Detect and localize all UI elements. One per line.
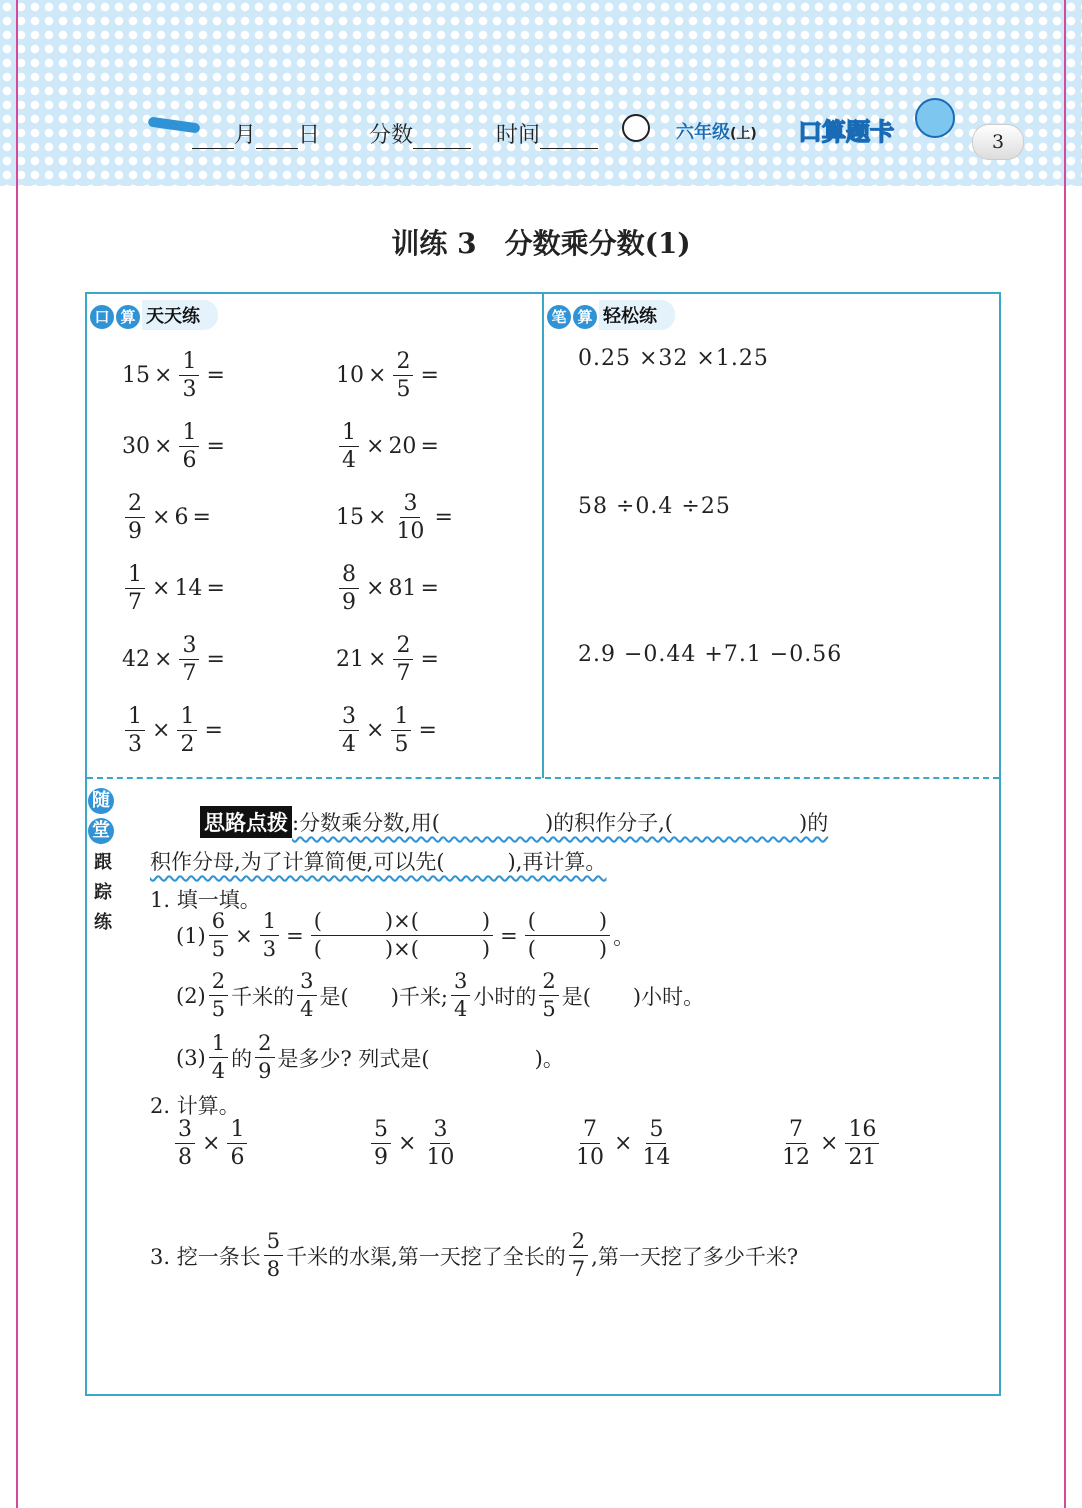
oral-item-2 bbox=[336, 348, 443, 403]
written-item-3: 2.9 −0.44 +7.1 −0.56 bbox=[578, 642, 843, 667]
numerator: 5 bbox=[264, 1228, 283, 1256]
times-sign: × bbox=[368, 363, 387, 388]
denominator: 7 bbox=[128, 590, 142, 615]
numerator: 1 bbox=[260, 908, 279, 936]
equals-sign: = bbox=[206, 647, 225, 672]
fraction bbox=[255, 1030, 274, 1085]
numerator: 3 bbox=[175, 1116, 195, 1144]
oral-item-5 bbox=[122, 490, 215, 545]
grade-text: 六年级 bbox=[676, 122, 730, 143]
fraction bbox=[209, 968, 228, 1023]
numerator: 5 bbox=[646, 1116, 666, 1144]
denominator: 4 bbox=[453, 997, 468, 1021]
month-label: 月 bbox=[234, 123, 257, 148]
denominator: 10 bbox=[576, 1145, 604, 1170]
denominator: 9 bbox=[128, 519, 142, 544]
equals-sign: = bbox=[206, 434, 225, 459]
oral-badge-text: 天天练 bbox=[142, 300, 218, 330]
numerator: 1 bbox=[179, 419, 199, 447]
numerator: 2 bbox=[125, 490, 145, 518]
numerator: 16 bbox=[845, 1116, 879, 1144]
denominator: 4 bbox=[342, 732, 356, 757]
oral-item-10 bbox=[336, 632, 443, 687]
denominator: 12 bbox=[782, 1145, 810, 1170]
numerator: 1 bbox=[339, 419, 359, 447]
side-tab-char: 随 bbox=[88, 788, 114, 814]
clock-icon bbox=[622, 114, 650, 142]
denominator: 3 bbox=[182, 377, 197, 402]
numerator: 3 bbox=[451, 968, 470, 996]
day-label: 日 bbox=[298, 123, 321, 148]
q1-2-text: 是( )千米; bbox=[319, 984, 448, 1009]
times-sign: × bbox=[820, 1131, 839, 1156]
denominator: 7 bbox=[182, 661, 197, 686]
hint-label: 思路点拨 bbox=[200, 806, 292, 838]
fraction bbox=[175, 1116, 195, 1171]
q1-1-prefix: (1) bbox=[176, 923, 206, 948]
fraction bbox=[423, 1116, 457, 1171]
fraction bbox=[227, 1116, 247, 1171]
numerator: 3 bbox=[400, 490, 420, 518]
hint-line-2 bbox=[150, 846, 606, 876]
oral-item-number: 6 bbox=[174, 505, 189, 530]
score-blank[interactable] bbox=[413, 148, 471, 149]
numerator: 1 bbox=[227, 1116, 247, 1144]
numerator: 1 bbox=[179, 348, 199, 376]
times-sign: × bbox=[398, 1131, 417, 1156]
denominator: 6 bbox=[230, 1145, 245, 1170]
grade-label bbox=[676, 118, 757, 144]
header-fields bbox=[150, 118, 598, 149]
denominator: ( ) bbox=[527, 937, 608, 961]
equals-sign: = bbox=[420, 576, 439, 601]
oral-item-number: 10 bbox=[336, 363, 364, 388]
oral-badge-circle-1: 口 bbox=[90, 305, 114, 329]
q1-2-text: 小时的 bbox=[473, 984, 537, 1009]
q3-text: ,第一天挖了多少千米? bbox=[591, 1244, 799, 1269]
oral-item-number: 14 bbox=[174, 576, 203, 601]
times-sign: × bbox=[154, 647, 173, 672]
numerator: 3 bbox=[179, 632, 199, 660]
hint-text-1: :分数乘分数,用( )的积作分子,( )的 bbox=[292, 811, 829, 835]
times-sign: × bbox=[614, 1131, 633, 1156]
fraction bbox=[179, 348, 199, 403]
denominator: 3 bbox=[262, 937, 277, 961]
numerator: 3 bbox=[430, 1116, 450, 1144]
q2-item-4 bbox=[776, 1116, 882, 1171]
q2-item-1 bbox=[172, 1116, 250, 1171]
fraction bbox=[393, 490, 427, 545]
score-label: 分数 bbox=[369, 123, 414, 148]
denominator: 5 bbox=[394, 732, 409, 757]
time-label: 时间 bbox=[496, 123, 541, 148]
denominator: 14 bbox=[642, 1145, 671, 1170]
written-badge-circle-2: 算 bbox=[573, 305, 597, 329]
oral-item-number: 42 bbox=[122, 647, 150, 672]
denominator: 4 bbox=[300, 997, 314, 1021]
fraction bbox=[339, 561, 359, 616]
page-title: 训练 3 分数乘分数(1) bbox=[391, 227, 691, 260]
month-blank[interactable] bbox=[192, 148, 234, 149]
oral-item-9 bbox=[122, 632, 229, 687]
equals-sign: = bbox=[500, 923, 518, 948]
equals-sign: = bbox=[420, 647, 439, 672]
equals-sign: = bbox=[420, 363, 439, 388]
times-sign: × bbox=[154, 363, 173, 388]
oral-item-number: 21 bbox=[336, 647, 364, 672]
denominator: 4 bbox=[342, 448, 356, 473]
numerator: 1 bbox=[209, 1030, 228, 1058]
header-band bbox=[0, 0, 1082, 186]
equals-sign: = bbox=[206, 363, 225, 388]
denominator: 7 bbox=[571, 1257, 586, 1281]
side-tab-char: 踪 bbox=[94, 882, 112, 903]
equals-sign: = bbox=[204, 718, 223, 743]
numerator: 2 bbox=[569, 1228, 588, 1256]
numerator: 2 bbox=[539, 968, 558, 996]
numerator: 1 bbox=[125, 561, 145, 589]
fraction bbox=[177, 703, 197, 758]
numerator: 7 bbox=[786, 1116, 806, 1144]
fraction bbox=[209, 1030, 228, 1085]
numerator: 1 bbox=[391, 703, 411, 731]
oral-item-7 bbox=[122, 561, 229, 616]
fraction bbox=[451, 968, 470, 1023]
times-sign: × bbox=[152, 576, 171, 601]
oral-item-number: 20 bbox=[388, 434, 417, 459]
numerator: 1 bbox=[177, 703, 197, 731]
fraction bbox=[569, 1228, 588, 1283]
q2-item-3 bbox=[570, 1116, 676, 1171]
q3-text: 3. 挖一条长 bbox=[150, 1244, 261, 1269]
numerator: 2 bbox=[209, 968, 228, 996]
times-sign: × bbox=[366, 576, 385, 601]
q2-title: 2. 计算。 bbox=[150, 1094, 240, 1118]
page-number: 3 bbox=[972, 124, 1024, 160]
denominator: 5 bbox=[542, 997, 556, 1021]
side-tab-char: 跟 bbox=[94, 852, 112, 873]
equals-sign: = bbox=[418, 718, 437, 743]
numerator: 6 bbox=[209, 908, 228, 936]
equals-sign: = bbox=[420, 434, 439, 459]
denominator: ( )×( ) bbox=[313, 937, 491, 961]
fraction bbox=[125, 703, 145, 758]
q1-1 bbox=[176, 908, 634, 963]
fraction bbox=[845, 1116, 879, 1171]
denominator: 9 bbox=[342, 590, 356, 615]
oral-item-number: 15 bbox=[336, 505, 364, 530]
fraction bbox=[260, 908, 279, 963]
oral-item-4 bbox=[336, 419, 443, 474]
day-blank[interactable] bbox=[256, 148, 298, 149]
denominator: 4 bbox=[211, 1059, 226, 1083]
q2-item-2 bbox=[368, 1116, 460, 1171]
equals-sign: = bbox=[206, 576, 225, 601]
written-badge-circle-1: 笔 bbox=[547, 305, 571, 329]
times-sign: × bbox=[366, 434, 385, 459]
denominator: 5 bbox=[396, 377, 411, 402]
q1-3 bbox=[176, 1030, 564, 1085]
numerator: 2 bbox=[255, 1030, 274, 1058]
written-badge bbox=[547, 300, 675, 330]
denominator: 5 bbox=[211, 937, 226, 961]
fraction bbox=[179, 419, 199, 474]
numerator: 7 bbox=[580, 1116, 600, 1144]
times-sign: × bbox=[366, 718, 385, 743]
fraction bbox=[573, 1116, 607, 1171]
times-sign: × bbox=[154, 434, 173, 459]
follow-side-tab bbox=[88, 788, 118, 938]
denominator: 10 bbox=[396, 519, 425, 544]
oral-item-8 bbox=[336, 561, 443, 616]
numerator: 5 bbox=[371, 1116, 391, 1144]
answer-fraction[interactable] bbox=[311, 908, 493, 963]
fraction bbox=[264, 1228, 283, 1283]
denominator: 6 bbox=[182, 448, 197, 473]
denominator: 9 bbox=[258, 1059, 272, 1083]
period: 。 bbox=[613, 924, 635, 949]
denominator: 21 bbox=[848, 1145, 877, 1170]
oral-item-number: 81 bbox=[388, 576, 417, 601]
term-text: (上) bbox=[730, 126, 757, 142]
q1-3-prefix: (3) bbox=[176, 1045, 206, 1070]
fraction bbox=[539, 968, 558, 1023]
fraction bbox=[339, 419, 359, 474]
denominator: 5 bbox=[211, 997, 226, 1021]
oral-item-number: 30 bbox=[122, 434, 150, 459]
fraction bbox=[639, 1116, 673, 1171]
numerator: 2 bbox=[393, 632, 413, 660]
q1-2 bbox=[176, 968, 704, 1023]
fraction bbox=[371, 1116, 391, 1171]
numerator: 2 bbox=[393, 348, 413, 376]
oral-item-3 bbox=[122, 419, 229, 474]
fraction bbox=[339, 703, 359, 758]
numerator: 3 bbox=[339, 703, 359, 731]
q1-2-prefix: (2) bbox=[176, 983, 206, 1008]
equals-sign: = bbox=[192, 505, 211, 530]
side-tab-char: 练 bbox=[94, 912, 112, 933]
denominator: 2 bbox=[180, 732, 195, 757]
numerator: 3 bbox=[297, 968, 316, 996]
numerator: 1 bbox=[125, 703, 145, 731]
oral-badge bbox=[90, 300, 218, 330]
oral-item-11 bbox=[122, 703, 227, 758]
answer-fraction[interactable] bbox=[525, 908, 610, 963]
fraction bbox=[779, 1116, 813, 1171]
times-sign: × bbox=[368, 647, 387, 672]
oral-item-12 bbox=[336, 703, 441, 758]
fraction bbox=[125, 490, 145, 545]
fraction bbox=[209, 908, 228, 963]
denominator: 10 bbox=[426, 1145, 455, 1170]
card-title: 口算题卡 bbox=[798, 118, 894, 146]
fraction bbox=[297, 968, 316, 1023]
equals-sign: = bbox=[286, 923, 304, 948]
denominator: 8 bbox=[266, 1257, 281, 1281]
times-sign: × bbox=[202, 1131, 221, 1156]
denominator: 3 bbox=[128, 732, 142, 757]
hint-line-1 bbox=[200, 806, 828, 838]
q1-2-text: 千米的 bbox=[231, 984, 295, 1009]
q1-3-text: 的 bbox=[231, 1046, 253, 1071]
fraction bbox=[179, 632, 199, 687]
column-divider bbox=[542, 294, 544, 778]
section-divider bbox=[87, 777, 999, 779]
q3-text: 千米的水渠,第一天挖了全长的 bbox=[286, 1244, 566, 1269]
q1-2-text: 是( )小时。 bbox=[561, 984, 705, 1009]
times-sign: × bbox=[152, 718, 171, 743]
oral-item-number: 15 bbox=[122, 363, 150, 388]
q1-3-text: 是多少? 列式是( )。 bbox=[277, 1046, 564, 1071]
fraction bbox=[391, 703, 411, 758]
numerator: ( )×( ) bbox=[311, 908, 493, 936]
numerator: 8 bbox=[339, 561, 359, 589]
denominator: 9 bbox=[374, 1145, 388, 1170]
numerator: ( ) bbox=[525, 908, 610, 936]
fraction bbox=[125, 561, 145, 616]
equals-sign: = bbox=[434, 505, 453, 530]
written-badge-text: 轻松练 bbox=[599, 300, 675, 330]
written-item-1: 0.25 ×32 ×1.25 bbox=[578, 346, 769, 371]
hint-text-2: 积作分母,为了计算简便,可以先( ),再计算。 bbox=[150, 850, 607, 874]
q3 bbox=[150, 1228, 798, 1283]
denominator: 8 bbox=[178, 1145, 192, 1170]
fraction bbox=[393, 348, 413, 403]
oral-item-6 bbox=[336, 490, 457, 545]
oral-badge-circle-2: 算 bbox=[116, 305, 140, 329]
denominator: 7 bbox=[396, 661, 411, 686]
oral-item-1 bbox=[122, 348, 229, 403]
times-sign: × bbox=[152, 505, 171, 530]
times-sign: × bbox=[368, 505, 387, 530]
mascot-icon bbox=[915, 98, 955, 138]
q1-title: 1. 填一填。 bbox=[150, 888, 261, 912]
times-sign: × bbox=[235, 923, 253, 948]
side-tab-char: 堂 bbox=[88, 818, 114, 844]
time-blank[interactable] bbox=[540, 148, 598, 149]
written-item-2: 58 ÷0.4 ÷25 bbox=[578, 494, 731, 519]
fraction bbox=[393, 632, 413, 687]
